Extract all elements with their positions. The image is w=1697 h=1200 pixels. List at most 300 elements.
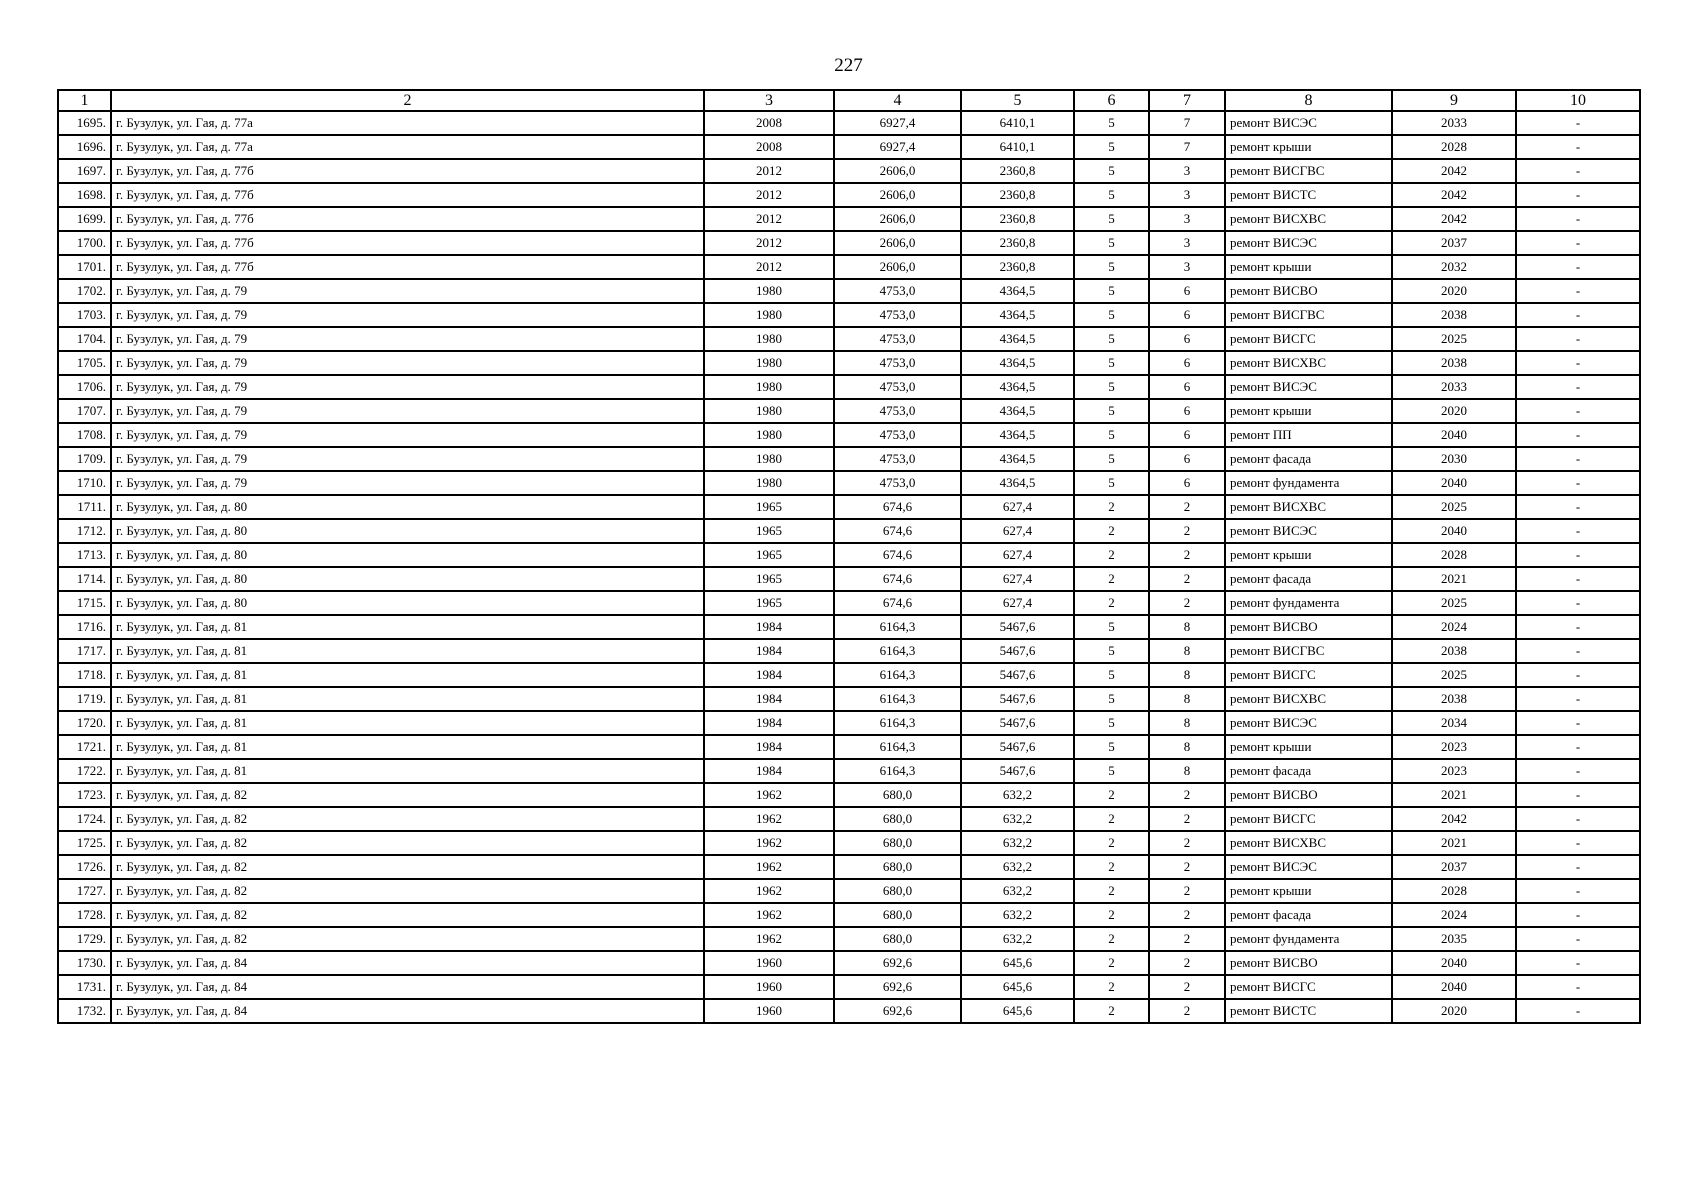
cell-floors: 5 xyxy=(1074,399,1149,423)
cell-work-type: ремонт фасада xyxy=(1225,447,1392,471)
table-row xyxy=(58,423,1640,447)
cell-total-area: 674,6 xyxy=(834,519,961,543)
cell-total-area: 6164,3 xyxy=(834,711,961,735)
cell-planned-year: 2040 xyxy=(1392,519,1516,543)
cell-row-number: 1720. xyxy=(58,711,111,735)
cell-row-number: 1695. xyxy=(58,111,111,135)
table-row xyxy=(58,255,1640,279)
cell-note: - xyxy=(1516,351,1640,375)
cell-row-number: 1713. xyxy=(58,543,111,567)
cell-total-area: 4753,0 xyxy=(834,375,961,399)
cell-row-number: 1724. xyxy=(58,807,111,831)
cell-planned-year: 2038 xyxy=(1392,351,1516,375)
cell-entrances: 6 xyxy=(1149,471,1225,495)
cell-address: г. Бузулук, ул. Гая, д. 82 xyxy=(111,927,704,951)
cell-year-built: 2008 xyxy=(704,135,834,159)
cell-floors: 5 xyxy=(1074,663,1149,687)
cell-total-area: 4753,0 xyxy=(834,471,961,495)
table-body xyxy=(58,111,1640,1023)
table-row xyxy=(58,327,1640,351)
cell-year-built: 1962 xyxy=(704,903,834,927)
cell-row-number: 1712. xyxy=(58,519,111,543)
cell-entrances: 8 xyxy=(1149,735,1225,759)
cell-total-area: 680,0 xyxy=(834,903,961,927)
cell-work-type: ремонт ВИСВО xyxy=(1225,783,1392,807)
column-header: 1 xyxy=(58,90,111,111)
cell-address: г. Бузулук, ул. Гая, д. 84 xyxy=(111,951,704,975)
cell-note: - xyxy=(1516,639,1640,663)
cell-work-type: ремонт крыши xyxy=(1225,879,1392,903)
cell-year-built: 1965 xyxy=(704,591,834,615)
cell-row-number: 1711. xyxy=(58,495,111,519)
cell-year-built: 1962 xyxy=(704,807,834,831)
cell-entrances: 6 xyxy=(1149,399,1225,423)
cell-work-type: ремонт ВИСЭС xyxy=(1225,711,1392,735)
cell-planned-year: 2040 xyxy=(1392,423,1516,447)
cell-planned-year: 2023 xyxy=(1392,735,1516,759)
cell-total-area: 680,0 xyxy=(834,879,961,903)
cell-total-area: 2606,0 xyxy=(834,183,961,207)
table-row xyxy=(58,975,1640,999)
cell-year-built: 1980 xyxy=(704,375,834,399)
cell-work-type: ремонт ВИСЭС xyxy=(1225,519,1392,543)
cell-total-area: 6164,3 xyxy=(834,615,961,639)
cell-living-area: 4364,5 xyxy=(961,447,1074,471)
cell-work-type: ремонт ПП xyxy=(1225,423,1392,447)
cell-total-area: 692,6 xyxy=(834,975,961,999)
cell-living-area: 632,2 xyxy=(961,903,1074,927)
cell-planned-year: 2040 xyxy=(1392,951,1516,975)
cell-address: г. Бузулук, ул. Гая, д. 79 xyxy=(111,399,704,423)
cell-row-number: 1697. xyxy=(58,159,111,183)
cell-floors: 5 xyxy=(1074,135,1149,159)
cell-work-type: ремонт ВИСХВС xyxy=(1225,831,1392,855)
cell-total-area: 4753,0 xyxy=(834,327,961,351)
cell-planned-year: 2032 xyxy=(1392,255,1516,279)
column-header: 9 xyxy=(1392,90,1516,111)
cell-row-number: 1732. xyxy=(58,999,111,1023)
table-row xyxy=(58,207,1640,231)
cell-address: г. Бузулук, ул. Гая, д. 79 xyxy=(111,351,704,375)
cell-living-area: 5467,6 xyxy=(961,735,1074,759)
cell-year-built: 1965 xyxy=(704,495,834,519)
cell-entrances: 8 xyxy=(1149,663,1225,687)
cell-floors: 2 xyxy=(1074,831,1149,855)
table-row xyxy=(58,759,1640,783)
cell-year-built: 1980 xyxy=(704,351,834,375)
cell-work-type: ремонт фундамента xyxy=(1225,471,1392,495)
cell-floors: 5 xyxy=(1074,183,1149,207)
column-header: 2 xyxy=(111,90,704,111)
cell-address: г. Бузулук, ул. Гая, д. 82 xyxy=(111,903,704,927)
cell-total-area: 692,6 xyxy=(834,951,961,975)
cell-living-area: 2360,8 xyxy=(961,207,1074,231)
cell-entrances: 8 xyxy=(1149,639,1225,663)
cell-total-area: 680,0 xyxy=(834,783,961,807)
cell-note: - xyxy=(1516,567,1640,591)
cell-address: г. Бузулук, ул. Гая, д. 81 xyxy=(111,687,704,711)
table-row xyxy=(58,855,1640,879)
cell-note: - xyxy=(1516,399,1640,423)
cell-entrances: 2 xyxy=(1149,519,1225,543)
cell-living-area: 645,6 xyxy=(961,975,1074,999)
cell-planned-year: 2038 xyxy=(1392,303,1516,327)
cell-planned-year: 2042 xyxy=(1392,183,1516,207)
cell-entrances: 2 xyxy=(1149,591,1225,615)
cell-entrances: 6 xyxy=(1149,447,1225,471)
cell-entrances: 6 xyxy=(1149,303,1225,327)
cell-living-area: 5467,6 xyxy=(961,639,1074,663)
cell-year-built: 1962 xyxy=(704,927,834,951)
cell-year-built: 1980 xyxy=(704,399,834,423)
cell-living-area: 4364,5 xyxy=(961,375,1074,399)
cell-note: - xyxy=(1516,711,1640,735)
cell-row-number: 1710. xyxy=(58,471,111,495)
cell-work-type: ремонт ВИСТС xyxy=(1225,999,1392,1023)
table-row xyxy=(58,351,1640,375)
table-row xyxy=(58,447,1640,471)
cell-planned-year: 2040 xyxy=(1392,471,1516,495)
cell-total-area: 674,6 xyxy=(834,543,961,567)
cell-planned-year: 2038 xyxy=(1392,639,1516,663)
cell-total-area: 674,6 xyxy=(834,591,961,615)
cell-note: - xyxy=(1516,375,1640,399)
cell-planned-year: 2020 xyxy=(1392,399,1516,423)
cell-total-area: 6164,3 xyxy=(834,639,961,663)
cell-floors: 5 xyxy=(1074,735,1149,759)
cell-year-built: 1960 xyxy=(704,975,834,999)
cell-planned-year: 2023 xyxy=(1392,759,1516,783)
cell-total-area: 680,0 xyxy=(834,855,961,879)
cell-work-type: ремонт ВИСГС xyxy=(1225,327,1392,351)
cell-living-area: 5467,6 xyxy=(961,615,1074,639)
cell-planned-year: 2024 xyxy=(1392,615,1516,639)
cell-floors: 2 xyxy=(1074,999,1149,1023)
cell-floors: 2 xyxy=(1074,567,1149,591)
cell-work-type: ремонт ВИСГС xyxy=(1225,807,1392,831)
cell-entrances: 2 xyxy=(1149,903,1225,927)
cell-floors: 5 xyxy=(1074,711,1149,735)
cell-entrances: 3 xyxy=(1149,159,1225,183)
cell-living-area: 2360,8 xyxy=(961,159,1074,183)
cell-total-area: 6927,4 xyxy=(834,111,961,135)
cell-floors: 2 xyxy=(1074,519,1149,543)
cell-living-area: 632,2 xyxy=(961,927,1074,951)
cell-address: г. Бузулук, ул. Гая, д. 79 xyxy=(111,375,704,399)
cell-year-built: 1965 xyxy=(704,519,834,543)
cell-row-number: 1714. xyxy=(58,567,111,591)
cell-note: - xyxy=(1516,519,1640,543)
cell-floors: 2 xyxy=(1074,783,1149,807)
table-row xyxy=(58,999,1640,1023)
column-header: 8 xyxy=(1225,90,1392,111)
cell-row-number: 1706. xyxy=(58,375,111,399)
cell-address: г. Бузулук, ул. Гая, д. 82 xyxy=(111,831,704,855)
table-row xyxy=(58,783,1640,807)
table-row xyxy=(58,495,1640,519)
cell-entrances: 3 xyxy=(1149,207,1225,231)
cell-planned-year: 2033 xyxy=(1392,375,1516,399)
cell-row-number: 1698. xyxy=(58,183,111,207)
cell-row-number: 1725. xyxy=(58,831,111,855)
cell-entrances: 6 xyxy=(1149,423,1225,447)
cell-note: - xyxy=(1516,471,1640,495)
cell-floors: 2 xyxy=(1074,495,1149,519)
cell-planned-year: 2025 xyxy=(1392,591,1516,615)
cell-year-built: 1984 xyxy=(704,711,834,735)
cell-floors: 2 xyxy=(1074,855,1149,879)
cell-year-built: 1980 xyxy=(704,327,834,351)
cell-planned-year: 2025 xyxy=(1392,663,1516,687)
table-row xyxy=(58,111,1640,135)
cell-entrances: 7 xyxy=(1149,135,1225,159)
cell-floors: 2 xyxy=(1074,975,1149,999)
cell-row-number: 1699. xyxy=(58,207,111,231)
cell-floors: 2 xyxy=(1074,591,1149,615)
cell-note: - xyxy=(1516,303,1640,327)
cell-living-area: 2360,8 xyxy=(961,231,1074,255)
cell-total-area: 6164,3 xyxy=(834,759,961,783)
cell-address: г. Бузулук, ул. Гая, д. 77б xyxy=(111,231,704,255)
cell-work-type: ремонт крыши xyxy=(1225,255,1392,279)
cell-year-built: 1980 xyxy=(704,471,834,495)
cell-work-type: ремонт ВИСВО xyxy=(1225,279,1392,303)
cell-work-type: ремонт ВИСГС xyxy=(1225,975,1392,999)
table-row xyxy=(58,831,1640,855)
cell-note: - xyxy=(1516,687,1640,711)
cell-total-area: 4753,0 xyxy=(834,447,961,471)
cell-planned-year: 2028 xyxy=(1392,135,1516,159)
cell-note: - xyxy=(1516,135,1640,159)
cell-entrances: 8 xyxy=(1149,759,1225,783)
cell-row-number: 1701. xyxy=(58,255,111,279)
page-number: 227 xyxy=(834,55,863,76)
cell-note: - xyxy=(1516,543,1640,567)
cell-entrances: 2 xyxy=(1149,855,1225,879)
cell-floors: 5 xyxy=(1074,447,1149,471)
cell-floors: 5 xyxy=(1074,639,1149,663)
cell-row-number: 1730. xyxy=(58,951,111,975)
cell-work-type: ремонт ВИСТС xyxy=(1225,183,1392,207)
cell-floors: 5 xyxy=(1074,279,1149,303)
cell-row-number: 1709. xyxy=(58,447,111,471)
cell-note: - xyxy=(1516,615,1640,639)
table-row xyxy=(58,879,1640,903)
cell-work-type: ремонт ВИСВО xyxy=(1225,615,1392,639)
cell-entrances: 8 xyxy=(1149,687,1225,711)
cell-work-type: ремонт ВИСЭС xyxy=(1225,111,1392,135)
cell-year-built: 1962 xyxy=(704,783,834,807)
cell-entrances: 8 xyxy=(1149,615,1225,639)
cell-planned-year: 2028 xyxy=(1392,879,1516,903)
cell-planned-year: 2020 xyxy=(1392,279,1516,303)
table-row xyxy=(58,951,1640,975)
cell-planned-year: 2042 xyxy=(1392,159,1516,183)
column-header: 4 xyxy=(834,90,961,111)
cell-living-area: 5467,6 xyxy=(961,759,1074,783)
cell-note: - xyxy=(1516,783,1640,807)
cell-row-number: 1717. xyxy=(58,639,111,663)
table-row xyxy=(58,183,1640,207)
cell-living-area: 632,2 xyxy=(961,855,1074,879)
cell-year-built: 2012 xyxy=(704,231,834,255)
cell-entrances: 2 xyxy=(1149,927,1225,951)
cell-year-built: 1960 xyxy=(704,951,834,975)
cell-living-area: 627,4 xyxy=(961,591,1074,615)
cell-work-type: ремонт ВИСВО xyxy=(1225,951,1392,975)
cell-total-area: 4753,0 xyxy=(834,279,961,303)
cell-year-built: 1984 xyxy=(704,759,834,783)
cell-total-area: 4753,0 xyxy=(834,399,961,423)
cell-floors: 5 xyxy=(1074,351,1149,375)
cell-work-type: ремонт фасада xyxy=(1225,903,1392,927)
cell-planned-year: 2042 xyxy=(1392,807,1516,831)
cell-address: г. Бузулук, ул. Гая, д. 84 xyxy=(111,999,704,1023)
cell-address: г. Бузулук, ул. Гая, д. 82 xyxy=(111,855,704,879)
cell-year-built: 1984 xyxy=(704,615,834,639)
cell-entrances: 7 xyxy=(1149,111,1225,135)
cell-row-number: 1728. xyxy=(58,903,111,927)
cell-address: г. Бузулук, ул. Гая, д. 79 xyxy=(111,327,704,351)
table-row xyxy=(58,303,1640,327)
cell-planned-year: 2040 xyxy=(1392,975,1516,999)
cell-total-area: 680,0 xyxy=(834,927,961,951)
cell-planned-year: 2028 xyxy=(1392,543,1516,567)
cell-planned-year: 2020 xyxy=(1392,999,1516,1023)
cell-year-built: 1965 xyxy=(704,567,834,591)
cell-planned-year: 2021 xyxy=(1392,831,1516,855)
cell-address: г. Бузулук, ул. Гая, д. 81 xyxy=(111,759,704,783)
cell-work-type: ремонт ВИСХВС xyxy=(1225,495,1392,519)
cell-entrances: 2 xyxy=(1149,783,1225,807)
cell-floors: 5 xyxy=(1074,687,1149,711)
cell-note: - xyxy=(1516,999,1640,1023)
cell-row-number: 1716. xyxy=(58,615,111,639)
cell-year-built: 1962 xyxy=(704,855,834,879)
cell-row-number: 1715. xyxy=(58,591,111,615)
table-row xyxy=(58,735,1640,759)
cell-row-number: 1708. xyxy=(58,423,111,447)
cell-row-number: 1726. xyxy=(58,855,111,879)
cell-entrances: 2 xyxy=(1149,879,1225,903)
cell-address: г. Бузулук, ул. Гая, д. 77б xyxy=(111,159,704,183)
table-row xyxy=(58,231,1640,255)
cell-address: г. Бузулук, ул. Гая, д. 80 xyxy=(111,495,704,519)
cell-entrances: 2 xyxy=(1149,951,1225,975)
cell-year-built: 1984 xyxy=(704,639,834,663)
cell-living-area: 645,6 xyxy=(961,999,1074,1023)
cell-floors: 2 xyxy=(1074,903,1149,927)
cell-address: г. Бузулук, ул. Гая, д. 80 xyxy=(111,519,704,543)
cell-planned-year: 2037 xyxy=(1392,855,1516,879)
cell-living-area: 632,2 xyxy=(961,783,1074,807)
cell-row-number: 1729. xyxy=(58,927,111,951)
cell-work-type: ремонт ВИСГВС xyxy=(1225,303,1392,327)
cell-living-area: 627,4 xyxy=(961,567,1074,591)
table-header-row xyxy=(58,90,1640,111)
cell-row-number: 1727. xyxy=(58,879,111,903)
cell-planned-year: 2034 xyxy=(1392,711,1516,735)
cell-work-type: ремонт ВИСЭС xyxy=(1225,375,1392,399)
cell-note: - xyxy=(1516,831,1640,855)
cell-address: г. Бузулук, ул. Гая, д. 80 xyxy=(111,567,704,591)
cell-address: г. Бузулук, ул. Гая, д. 82 xyxy=(111,783,704,807)
cell-total-area: 6164,3 xyxy=(834,687,961,711)
cell-living-area: 627,4 xyxy=(961,543,1074,567)
column-header: 10 xyxy=(1516,90,1640,111)
cell-living-area: 6410,1 xyxy=(961,135,1074,159)
cell-row-number: 1696. xyxy=(58,135,111,159)
cell-work-type: ремонт крыши xyxy=(1225,399,1392,423)
cell-note: - xyxy=(1516,735,1640,759)
cell-work-type: ремонт крыши xyxy=(1225,135,1392,159)
table-row xyxy=(58,903,1640,927)
cell-work-type: ремонт ВИСХВС xyxy=(1225,351,1392,375)
cell-row-number: 1719. xyxy=(58,687,111,711)
cell-row-number: 1718. xyxy=(58,663,111,687)
table-row xyxy=(58,471,1640,495)
cell-living-area: 645,6 xyxy=(961,951,1074,975)
cell-total-area: 2606,0 xyxy=(834,207,961,231)
cell-floors: 2 xyxy=(1074,951,1149,975)
cell-living-area: 627,4 xyxy=(961,519,1074,543)
cell-year-built: 1980 xyxy=(704,423,834,447)
cell-living-area: 632,2 xyxy=(961,879,1074,903)
cell-row-number: 1700. xyxy=(58,231,111,255)
cell-note: - xyxy=(1516,663,1640,687)
table-row xyxy=(58,639,1640,663)
table-row xyxy=(58,543,1640,567)
cell-work-type: ремонт ВИСХВС xyxy=(1225,687,1392,711)
table-row xyxy=(58,807,1640,831)
cell-total-area: 674,6 xyxy=(834,495,961,519)
cell-total-area: 6164,3 xyxy=(834,663,961,687)
cell-living-area: 4364,5 xyxy=(961,471,1074,495)
cell-work-type: ремонт ВИСГВС xyxy=(1225,639,1392,663)
cell-note: - xyxy=(1516,447,1640,471)
cell-floors: 2 xyxy=(1074,543,1149,567)
cell-living-area: 4364,5 xyxy=(961,351,1074,375)
table-row xyxy=(58,711,1640,735)
cell-planned-year: 2025 xyxy=(1392,495,1516,519)
cell-address: г. Бузулук, ул. Гая, д. 81 xyxy=(111,615,704,639)
cell-year-built: 2008 xyxy=(704,111,834,135)
cell-floors: 2 xyxy=(1074,927,1149,951)
cell-living-area: 4364,5 xyxy=(961,303,1074,327)
cell-year-built: 1984 xyxy=(704,687,834,711)
cell-total-area: 4753,0 xyxy=(834,351,961,375)
cell-year-built: 1960 xyxy=(704,999,834,1023)
cell-note: - xyxy=(1516,951,1640,975)
cell-address: г. Бузулук, ул. Гая, д. 79 xyxy=(111,423,704,447)
cell-planned-year: 2030 xyxy=(1392,447,1516,471)
cell-planned-year: 2021 xyxy=(1392,567,1516,591)
cell-year-built: 1980 xyxy=(704,303,834,327)
cell-total-area: 2606,0 xyxy=(834,255,961,279)
cell-note: - xyxy=(1516,591,1640,615)
cell-note: - xyxy=(1516,855,1640,879)
cell-row-number: 1705. xyxy=(58,351,111,375)
cell-entrances: 8 xyxy=(1149,711,1225,735)
table-row xyxy=(58,663,1640,687)
cell-entrances: 2 xyxy=(1149,567,1225,591)
cell-address: г. Бузулук, ул. Гая, д. 79 xyxy=(111,471,704,495)
cell-floors: 2 xyxy=(1074,879,1149,903)
cell-floors: 5 xyxy=(1074,375,1149,399)
cell-living-area: 5467,6 xyxy=(961,663,1074,687)
cell-entrances: 6 xyxy=(1149,327,1225,351)
cell-planned-year: 2035 xyxy=(1392,927,1516,951)
